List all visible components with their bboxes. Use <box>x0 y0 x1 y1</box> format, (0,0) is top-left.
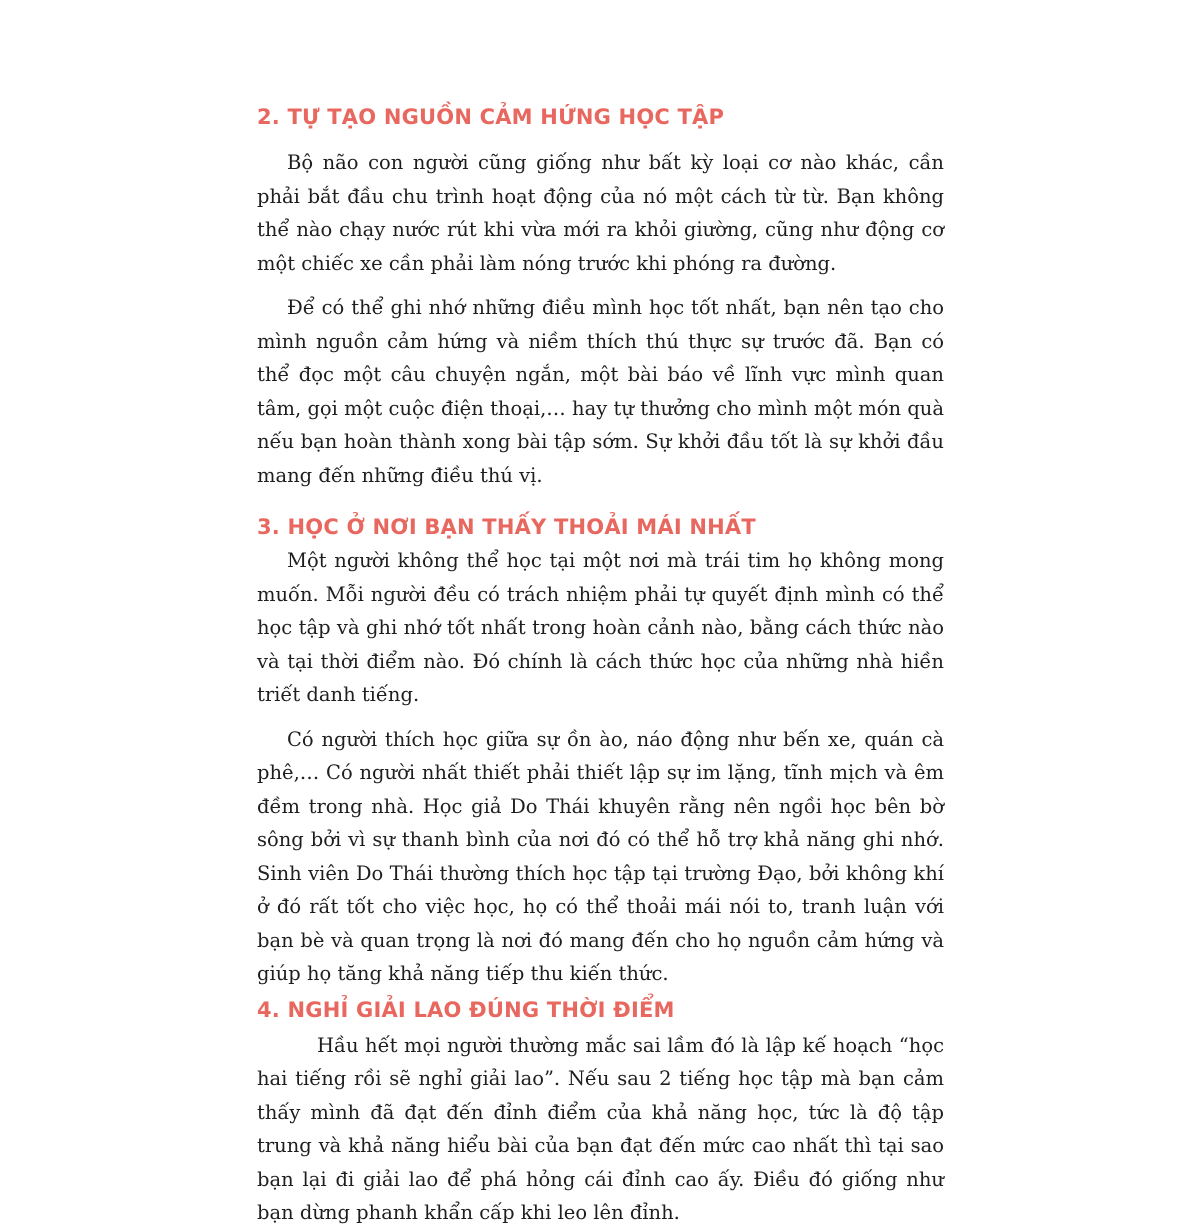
paragraph: Hầu hết mọi người thường mắc sai lầm đó là lập kế hoạch “học hai tiếng rồi sẽ nghỉ giải lao”. Nếu sau 2 tiếng học tập mà bạn cảm thấy mình đã đạt đến đỉnh điểm của khả năng học, tức là độ tập trung và khả năng hiểu bài của bạn đạt đến mức cao nhất thì tại sao bạn lại đi giải lao để phá hỏng cái đỉnh cao ấy. Điều đó giống như bạn dừng phanh khẩn cấp khi leo lên đỉnh. <box>257 1033 944 1224</box>
paragraph: Để có thể ghi nhớ những điều mình học tốt nhất, bạn nên tạo cho mình nguồn cảm hứng và niềm thích thú thực sự trước đã. Bạn có thể đọc một câu chuyện ngắn, một bài báo về lĩnh vực mình quan tâm, gọi một cuộc điện thoại,… hay tự thưởng cho mình một món quà nếu bạn hoàn thành xong bài tập sớm. Sự khởi đầu tốt là sự khởi đầu mang đến những điều thú vị. <box>257 296 944 487</box>
paragraph: Có người thích học giữa sự ồn ào, náo động như bến xe, quán cà phê,… Có người nhất thiết phải thiết lập sự im lặng, tĩnh mịch và êm đềm trong nhà. Học giả Do Thái khuyên rằng nên ngồi học bên bờ sông bởi vì sự thanh bình của nơi đó có thể hỗ trợ khả năng ghi nhớ. Sinh viên Do Thái thường thích học tập tại trường Đạo, bởi không khí ở đó rất tốt cho việc học, họ có thể thoải mái nói to, tranh luận với bạn bè và quan trọng là nơi đó mang đến cho họ nguồn cảm hứng và giúp họ tăng khả năng tiếp thu kiến thức. <box>257 727 944 985</box>
page-content <box>257 100 944 1230</box>
paragraph: Bộ não con người cũng giống như bất kỳ loại cơ nào khác, cần phải bắt đầu chu trình hoạt động của nó một cách từ từ. Bạn không thể nào chạy nước rút khi vừa mới ra khỏi giường, cũng như động cơ một chiếc xe cần phải làm nóng trước khi phóng ra đường. <box>257 151 944 275</box>
section-heading-4: 4. NGHỈ GIẢI LAO ĐÚNG THỜI ĐIỂM <box>257 997 675 1022</box>
paragraph: Một người không thể học tại một nơi mà trái tim họ không mong muốn. Mỗi người đều có trách nhiệm phải tự quyết định mình có thể học tập và ghi nhớ tốt nhất trong hoàn cảnh nào, bằng cách thức nào và tại thời điểm nào. Đó chính là cách thức học của những nhà hiền triết danh tiếng. <box>257 549 944 706</box>
section-heading-3: 3. HỌC Ở NƠI BẠN THẤY THOẢI MÁI NHẤT <box>257 515 756 539</box>
section-heading-2: 2. TỰ TẠO NGUỒN CẢM HỨNG HỌC TẬP <box>257 105 725 129</box>
